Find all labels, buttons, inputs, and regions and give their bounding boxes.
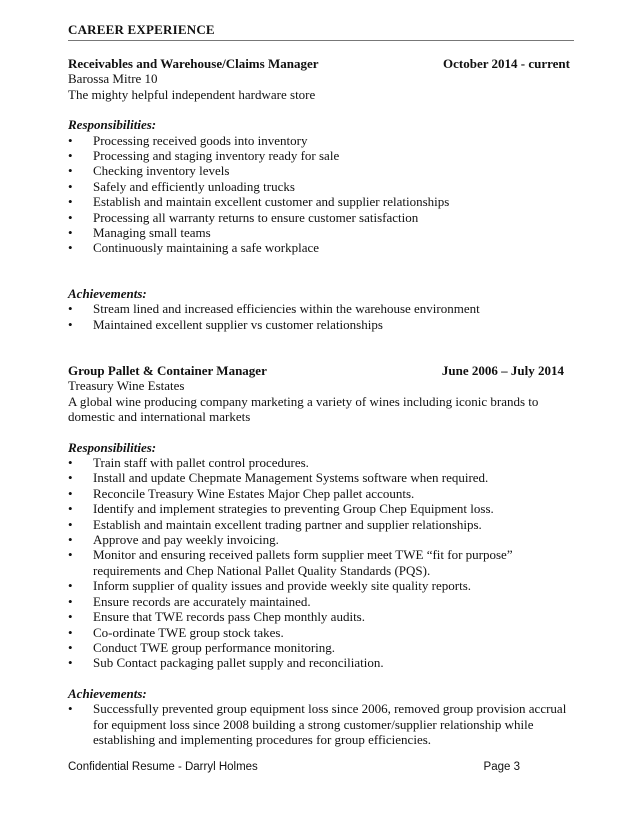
list-item: • Inform supplier of quality issues and provide weekly site quality reports.: [68, 578, 472, 594]
list-item: • Identify and implement strategies to preventing Group Chep Equipment loss.: [68, 501, 494, 517]
section-title: CAREER EXPERIENCE: [68, 22, 574, 41]
bullet-icon: •: [68, 163, 73, 179]
company-description: The mighty helpful independent hardware store: [68, 86, 316, 102]
bullet-icon: •: [68, 470, 73, 486]
job-title: Receivables and Warehouse/Claims Manager: [68, 56, 319, 71]
list-item: • Ensure that TWE records pass Chep monthly audits.: [68, 609, 365, 625]
bullet-icon: •: [68, 132, 73, 148]
achievements-list: [68, 301, 574, 332]
list-item: • Co-ordinate TWE group stock takes.: [68, 624, 284, 640]
bullet-icon: •: [68, 547, 73, 563]
list-item: • Processing received goods into inventory: [68, 132, 308, 148]
bullet-icon: •: [68, 655, 73, 671]
list-item: • Establish and maintain excellent customer and supplier relationships: [68, 194, 450, 210]
bullet-icon: •: [68, 485, 73, 501]
list-item: • Processing and staging inventory ready for sale: [68, 148, 340, 164]
bullet-icon: •: [68, 209, 73, 225]
list-item: • Monitor and ensuring received pallets form supplier meet TWE “fit for purpose” requirements and Chep National Pallet Quality Standards (PQS).: [68, 547, 513, 578]
achievements-list: [68, 701, 574, 747]
list-item: • Maintained excellent supplier vs customer relationships: [68, 316, 383, 332]
page-footer: [68, 760, 520, 775]
bullet-icon: •: [68, 455, 73, 471]
bullet-icon: •: [68, 225, 73, 241]
bullet-icon: •: [68, 316, 73, 332]
bullet-icon: •: [68, 194, 73, 210]
list-item: • Checking inventory levels: [68, 163, 230, 179]
bullet-icon: •: [68, 148, 73, 164]
list-item: • Processing all warranty returns to ensure customer satisfaction: [68, 209, 419, 225]
company-name: Treasury Wine Estates: [68, 378, 185, 394]
company-description: A global wine producing company marketing a variety of wines including iconic brands to domestic and international markets: [68, 393, 539, 425]
job-entry: [68, 363, 574, 747]
job-header: [68, 363, 574, 378]
bullet-icon: •: [68, 609, 73, 625]
list-item: • Install and update Chepmate Management Systems software when required.: [68, 470, 489, 486]
page-number: Page 3: [483, 761, 520, 773]
list-item: • Conduct TWE group performance monitoring.: [68, 639, 336, 655]
list-item: • Successfully prevented group equipment loss since 2006, removed group provision accrual for equipment loss since 2008 building a strong customer/supplier relationship while establishing and implementing procedures for group efficiencies.: [68, 701, 567, 747]
responsibilities-list: [68, 455, 574, 671]
bullet-icon: •: [68, 624, 73, 640]
bullet-icon: •: [68, 593, 73, 609]
job-header: [68, 56, 574, 71]
job-dates: June 2006 – July 2014: [441, 363, 564, 378]
list-item: • Continuously maintaining a safe workplace: [68, 240, 320, 256]
bullet-icon: •: [68, 240, 73, 256]
bullet-icon: •: [68, 639, 73, 655]
achievements-label: Achievements:: [68, 685, 147, 701]
bullet-icon: •: [68, 501, 73, 517]
responsibilities-label: Responsibilities:: [68, 439, 157, 455]
list-item: • Safely and efficiently unloading trucks: [68, 178, 295, 194]
list-item: • Establish and maintain excellent trading partner and supplier relationships.: [68, 516, 482, 532]
bullet-icon: •: [68, 516, 73, 532]
list-item: • Ensure records are accurately maintained.: [68, 593, 311, 609]
footer-left: Confidential Resume - Darryl Holmes: [68, 761, 258, 773]
list-item: • Reconcile Treasury Wine Estates Major Chep pallet accounts.: [68, 485, 415, 501]
bullet-icon: •: [68, 301, 73, 317]
company-name: Barossa Mitre 10: [68, 71, 158, 87]
responsibilities-list: [68, 133, 574, 256]
achievements-label: Achievements:: [68, 285, 147, 301]
job-title: Group Pallet & Container Manager: [68, 363, 267, 378]
job-dates: October 2014 - current: [443, 56, 570, 71]
list-item: • Stream lined and increased efficiencies within the warehouse environment: [68, 301, 480, 317]
responsibilities-label: Responsibilities:: [68, 117, 157, 133]
bullet-icon: •: [68, 701, 73, 717]
list-item: • Sub Contact packaging pallet supply and reconciliation.: [68, 655, 384, 671]
list-item: • Approve and pay weekly invoicing.: [68, 532, 279, 548]
bullet-icon: •: [68, 578, 73, 594]
bullet-icon: •: [68, 178, 73, 194]
job-entry: [68, 56, 574, 332]
list-item: • Train staff with pallet control procedures.: [68, 455, 309, 471]
list-item: • Managing small teams: [68, 225, 211, 241]
bullet-icon: •: [68, 532, 73, 548]
